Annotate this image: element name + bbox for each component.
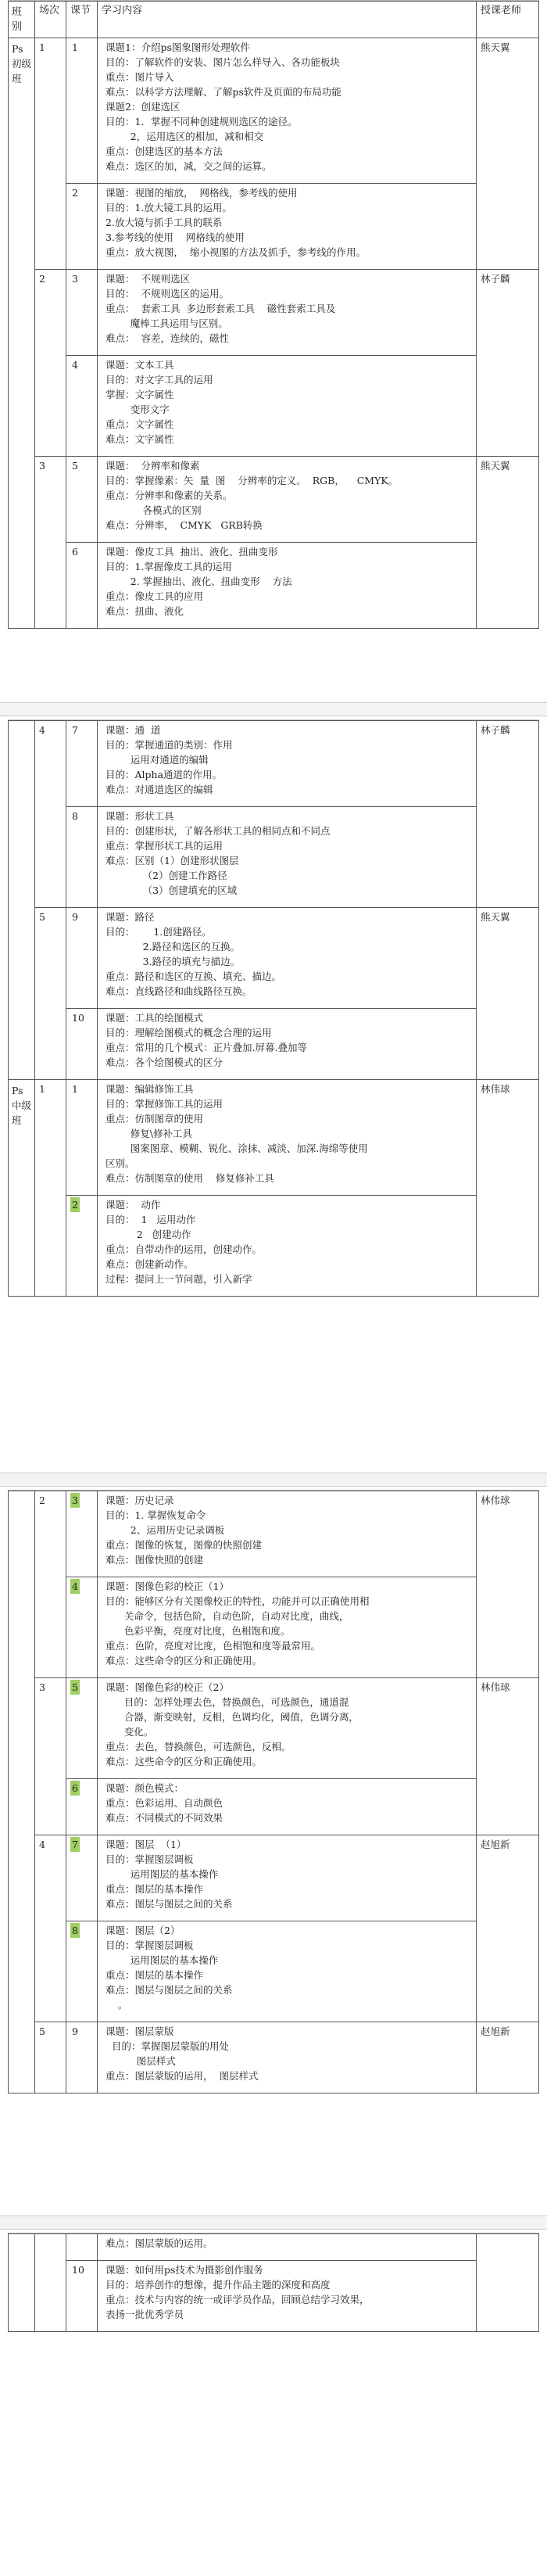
content-line: 重点：图像的恢复，图像的快照创建 (105, 1539, 263, 1551)
content-line: 目的：掌握图层调板 (105, 1853, 194, 1865)
lesson-number: 4 (72, 1580, 78, 1592)
table-row (9, 1678, 539, 1779)
lesson-cell (66, 1835, 98, 1921)
lesson-cell (66, 270, 98, 356)
document-page (8, 1490, 539, 2093)
content-line: 难点：不同模式的不同效果 (105, 1812, 223, 1824)
content-line: 课题：路径 (105, 911, 155, 923)
content-line: 目的：1.掌握像皮工具的运用 (105, 561, 232, 572)
content-line: 目的： 1 运用动作 (105, 1214, 196, 1225)
content-line: 变形文字 (105, 404, 170, 415)
content-line: 难点：图像快照的创建 (105, 1554, 204, 1566)
teacher-cell: 熊天翼 (477, 908, 539, 1080)
table-row (9, 721, 539, 807)
lesson-number: 6 (72, 1782, 78, 1794)
content-line: 难点：图层蒙版的运用。 (105, 2237, 213, 2249)
content-line: 目的： 不规则选区的运用。 (105, 288, 229, 300)
content-line: 难点：图层与图层之间的关系 (105, 1898, 233, 1910)
teacher-cell: 熊天翼 (477, 457, 539, 629)
lesson-content (98, 1779, 477, 1835)
teacher-cell: 林伟球 (477, 1678, 539, 1835)
content-line: 课题：图层（2） (105, 1925, 181, 1936)
content-line: 课题： 分辨率和像素 (105, 460, 200, 472)
content-line: 难点： 容差，连续的，磁性 (105, 332, 229, 344)
lesson-content (98, 1835, 477, 1921)
content-line: 难点：扭曲、液化 (105, 605, 184, 617)
teacher-cell: 林子麟 (477, 270, 539, 457)
content-line: 运用图层的基本操作 (105, 1868, 219, 1880)
content-line: 课题：图层蒙版 (105, 2025, 174, 2037)
teacher-cell (477, 2234, 539, 2332)
table-row (9, 543, 539, 629)
content-line: 变化。 (105, 1726, 154, 1738)
content-line: 重点：图层的基本操作 (105, 1969, 204, 1981)
content-line: 运用对通道的编辑 (105, 754, 209, 766)
content-line: 目的：掌握通道的类别：作用 (105, 739, 233, 751)
content-line: 目的：创建形状，了解各形状工具的相同点和不同点 (105, 825, 331, 837)
teacher-cell: 熊天翼 (477, 38, 539, 270)
content-line: 图案图章、模糊、锐化、涂抹、减淡、加深.海绵等使用 (105, 1143, 368, 1154)
session-cell: 3 (35, 1678, 66, 1835)
content-line: 重点：像皮工具的应用 (105, 590, 204, 602)
lesson-cell (66, 2234, 98, 2261)
content-line: 课题：工具的绘图模式 (105, 1012, 204, 1024)
content-line: 各模式的区别 (105, 504, 202, 516)
session-cell (35, 2234, 66, 2332)
class-label-cell (9, 721, 35, 1080)
lesson-content (98, 270, 477, 356)
schedule-table (8, 720, 539, 1297)
content-line: 难点：选区的加，减，交之间的运算。 (105, 160, 272, 172)
lesson-cell (66, 1921, 98, 2022)
content-line: 运用图层的基本操作 (105, 1954, 219, 1966)
lesson-content (98, 184, 477, 270)
lesson-content (98, 2022, 477, 2093)
content-line: 目的：了解软件的安装、图片怎么样导入、各功能板块 (105, 56, 341, 68)
content-line: 目的：1．掌握不同种创建规则选区的途径。 (105, 116, 298, 127)
content-line: 目的：培养创作的想像，提升作品主题的深度和高度 (105, 2279, 331, 2291)
content-line: 目的：掌握图层调板 (105, 1939, 194, 1951)
lesson-number: 3 (72, 273, 78, 285)
class-label-cell (9, 1491, 35, 2093)
session-cell: 4 (35, 721, 66, 908)
lesson-number: 7 (72, 724, 78, 736)
lesson-content (98, 1080, 477, 1196)
lesson-number: 2 (72, 1199, 78, 1211)
header-class: 班别 (9, 2, 35, 38)
table-row (9, 1779, 539, 1835)
content-line: 关命令，包括色阶，自动色阶，自动对比度，曲线， (105, 1610, 349, 1622)
content-line: 3.参考线的使用 网格线的使用 (105, 231, 245, 243)
content-line: 难点：仿制图章的使用 修复修补工具 (105, 1172, 274, 1184)
lesson-number: 5 (72, 460, 78, 472)
lesson-content (98, 356, 477, 457)
content-line: 2 创建动作 (105, 1229, 191, 1240)
content-line: 课题：图层 （1） (105, 1839, 187, 1850)
lesson-cell (66, 1009, 98, 1080)
content-line: 目的： 1.创建路径。 (105, 926, 212, 938)
document-page (8, 719, 539, 1297)
content-line: 2.路径和选区的互换。 (105, 941, 241, 953)
lesson-content (98, 1577, 477, 1678)
lesson-content (98, 1009, 477, 1080)
page-break (0, 1473, 547, 1487)
content-line: 难点：文字属性 (105, 433, 174, 445)
schedule-table (8, 2233, 539, 2332)
teacher-cell: 赵旭新 (477, 2022, 539, 2093)
table-row (9, 1080, 539, 1196)
lesson-content (98, 1678, 477, 1779)
content-line: （2）创建工作路径 (105, 870, 227, 881)
lesson-number: 6 (72, 546, 78, 558)
content-line: 重点：常用的几个模式：正片叠加.屏幕.叠加等 (105, 1042, 307, 1053)
lesson-number: 8 (72, 1925, 78, 1936)
content-line: 难点：图层与图层之间的关系 (105, 1984, 233, 1996)
table-row (9, 38, 539, 184)
session-cell: 2 (35, 1491, 66, 1678)
lesson-number: 10 (72, 2264, 84, 2276)
content-line: 魔棒工具运用与区别。 (105, 318, 228, 329)
teacher-cell: 林伟球 (477, 1080, 539, 1297)
header-lesson: 课节 (66, 2, 98, 38)
header-content: 学习内容 (98, 2, 477, 38)
content-line: 重点：图片导入 (105, 71, 174, 83)
content-line: 重点：掌握形状工具的运用 (105, 840, 223, 852)
content-line: 课题：视图的缩放， 网格线，参考线的使用 (105, 187, 298, 199)
lesson-cell (66, 1080, 98, 1196)
lesson-cell (66, 1491, 98, 1577)
header-row (9, 2, 539, 38)
content-line: 课题：图像色彩的校正（1） (105, 1580, 229, 1592)
lesson-content (98, 1196, 477, 1297)
session-cell: 2 (35, 270, 66, 457)
content-line: 修复\修补工具 (105, 1128, 192, 1139)
lesson-cell (66, 2261, 98, 2332)
session-cell: 5 (35, 908, 66, 1080)
lesson-number: 1 (72, 1083, 78, 1095)
lesson-cell (66, 457, 98, 543)
table-row (9, 1009, 539, 1080)
content-line: 课题：通 道 (105, 724, 161, 736)
content-line: 3.路径的填充与描边。 (105, 956, 241, 967)
lesson-content (98, 908, 477, 1009)
content-line: 合器，渐变映射，反相，色调均化，阈值，色调分离， (105, 1711, 359, 1723)
content-line: 目的：掌握图层蒙版的用处 (105, 2040, 229, 2052)
lesson-cell (66, 807, 98, 908)
content-line: 2. 掌握抽出、液化、扭曲变形 方法 (105, 576, 292, 587)
content-line: 课题2：创建选区 (105, 101, 181, 113)
content-line: 图层样式 (105, 2055, 176, 2067)
content-line: 目的：对文字工具的运用 (105, 374, 213, 386)
lesson-cell (66, 908, 98, 1009)
lesson-number: 4 (72, 359, 78, 371)
content-line: 2.放大镜与抓手工具的联系 (105, 217, 223, 228)
content-line: 目的：掌握修饰工具的运用 (105, 1098, 223, 1110)
table-row (9, 457, 539, 543)
lesson-cell (66, 1577, 98, 1678)
session-cell: 1 (35, 1080, 66, 1297)
content-line: 重点：放大视图， 缩小视图的方法及抓手，参考线的作用。 (105, 246, 366, 258)
header-teacher: 授课老师 (477, 2, 539, 38)
class-label-cell (9, 2234, 35, 2332)
session-cell: 4 (35, 1835, 66, 2022)
lesson-number: 8 (72, 810, 78, 822)
content-line: 课题： 动作 (105, 1199, 161, 1211)
content-line: 重点： 套索工具 多边形套索工具 磁性套索工具及 (105, 303, 336, 314)
content-line: 表扬一批优秀学员 (105, 2309, 184, 2320)
lesson-cell (66, 2022, 98, 2093)
content-line: 重点：去色，替换颜色，可选颜色，反相。 (105, 1741, 291, 1753)
content-line: 过程：提问上一节问题，引入新学 (105, 1273, 252, 1285)
lesson-number: 9 (72, 911, 78, 923)
lesson-number: 2 (72, 187, 78, 199)
document-page (8, 0, 539, 629)
lesson-content (98, 457, 477, 543)
content-line: 难点：对通道选区的编辑 (105, 784, 213, 795)
content-line: 课题：如何用ps技术为摄影创作服务 (105, 2264, 263, 2276)
content-line: 目的：掌握像素：矢 量 图 分辨率的定义。 RGB， CMYK。 (105, 475, 399, 486)
table-row (9, 270, 539, 356)
content-line: 难点：这些命令的区分和正确使用。 (105, 1655, 263, 1667)
content-line: 2，运用选区的相加，减和相交 (105, 131, 264, 142)
schedule-table (8, 1491, 539, 2093)
lesson-content (98, 807, 477, 908)
lesson-cell (66, 1779, 98, 1835)
content-line: 难点：直线路径和曲线路径互换。 (105, 985, 252, 997)
lesson-cell (66, 543, 98, 629)
lesson-number: 1 (72, 41, 78, 53)
content-line: 重点：创建选区的基本方法 (105, 145, 223, 157)
content-line: 难点：创建新动作。 (105, 1258, 194, 1270)
content-line: 目的：Alpha通道的作用。 (105, 769, 223, 780)
schedule-table (8, 1, 539, 629)
teacher-cell: 林子麟 (477, 721, 539, 908)
page-break (0, 702, 547, 716)
content-line: 重点：仿制图章的使用 (105, 1113, 204, 1125)
content-line: 重点：色彩运用、自动颜色 (105, 1797, 223, 1809)
lesson-cell (66, 38, 98, 184)
document-page (8, 2233, 539, 2332)
lesson-content (98, 721, 477, 807)
content-line: 课题：编辑修饰工具 (105, 1083, 194, 1095)
content-line: 课题：历史记录 (105, 1494, 174, 1506)
content-line: 难点：这些命令的区分和正确使用。 (105, 1756, 263, 1767)
lesson-content (98, 1491, 477, 1577)
class-label-cell: Ps初级班 (9, 38, 35, 629)
content-line: 难点：以科学方法理解、了解ps软件及页面的布局功能 (105, 86, 341, 98)
content-line: 目的：1.放大镜工具的运用。 (105, 202, 232, 213)
page-break (0, 2215, 547, 2230)
content-line: 重点：技术与内容的统一或评学员作品，回顾总结学习效果， (105, 2294, 370, 2305)
teacher-cell: 林伟球 (477, 1491, 539, 1678)
table-row (9, 1835, 539, 1921)
table-row (9, 1921, 539, 2022)
content-line: 课题：像皮工具 抽出、液化、扭曲变形 (105, 546, 278, 558)
lesson-number: 3 (72, 1494, 78, 1506)
lesson-number: 7 (72, 1839, 78, 1850)
table-row (9, 2022, 539, 2093)
table-row (9, 1577, 539, 1678)
table-row (9, 1196, 539, 1297)
lesson-content (98, 38, 477, 184)
session-cell: 1 (35, 38, 66, 270)
content-line: 课题：形状工具 (105, 810, 174, 822)
content-line: 重点：文字属性 (105, 418, 174, 430)
content-line: 色彩平衡，亮度对比度，色相饱和度。 (105, 1625, 291, 1637)
content-line: 目的：能够区分有关图像校正的特性，功能并可以正确使用相 (105, 1595, 370, 1607)
table-row (9, 908, 539, 1009)
session-cell: 3 (35, 457, 66, 629)
lesson-number: 10 (72, 1012, 84, 1024)
content-line: 重点：色阶，亮度对比度，色相饱和度等最常用。 (105, 1640, 321, 1652)
content-line: 区别。 (105, 1157, 135, 1169)
content-line: 课题： 不规则选区 (105, 273, 190, 285)
content-line: 重点：自带动作的运用，创建动作。 (105, 1243, 263, 1255)
content-line: 难点：区别（1）创建形状图层 (105, 855, 239, 866)
lesson-cell (66, 721, 98, 807)
content-line: 目的：理解绘图模式的概念合理的运用 (105, 1027, 272, 1039)
lesson-number: 5 (72, 1681, 78, 1693)
content-line: （3）创建填充的区域 (105, 884, 238, 896)
content-line: 重点：分辨率和像素的关系。 (105, 490, 233, 501)
table-row (9, 2234, 539, 2261)
table-row (9, 356, 539, 457)
content-line: 难点：各个绘图模式的区分 (105, 1057, 223, 1068)
session-cell: 5 (35, 2022, 66, 2093)
lesson-content (98, 2234, 477, 2261)
content-line: 课题：图像色彩的校正（2） (105, 1681, 229, 1693)
lesson-content (98, 543, 477, 629)
content-line: 重点：图层的基本操作 (105, 1883, 204, 1895)
content-line: 课题：文本工具 (105, 359, 174, 371)
table-row (9, 184, 539, 270)
lesson-cell (66, 1678, 98, 1779)
table-row (9, 807, 539, 908)
content-line: 难点：分辨率， CMYK GRB转换 (105, 519, 263, 531)
table-row (9, 1491, 539, 1577)
content-line: 课题1：介绍ps图象图形处理软件 (105, 41, 250, 53)
content-line: 掌握：文字属性 (105, 389, 174, 400)
content-line: 目的：1. 掌握恢复命令 (105, 1509, 206, 1521)
content-line: 重点：路径和选区的互换、填充、描边。 (105, 970, 282, 982)
lesson-cell (66, 1196, 98, 1297)
content-line: 2、运用历史记录调板 (105, 1524, 225, 1536)
lesson-cell (66, 184, 98, 270)
header-session: 场次 (35, 2, 66, 38)
lesson-content (98, 2261, 477, 2332)
content-line: 目的：怎样处理去色，替换颜色，可选颜色，通道混 (105, 1696, 349, 1708)
teacher-cell: 赵旭新 (477, 1835, 539, 2022)
content-line: 。 (105, 1999, 128, 2011)
content-line: 重点：图层蒙版的运用， 图层样式 (105, 2070, 259, 2082)
lesson-number: 9 (72, 2025, 78, 2037)
lesson-cell (66, 356, 98, 457)
table-row (9, 2261, 539, 2332)
content-line: 课题：颜色模式： (105, 1782, 184, 1794)
lesson-content (98, 1921, 477, 2022)
class-label-cell: Ps中级班 (9, 1080, 35, 1297)
